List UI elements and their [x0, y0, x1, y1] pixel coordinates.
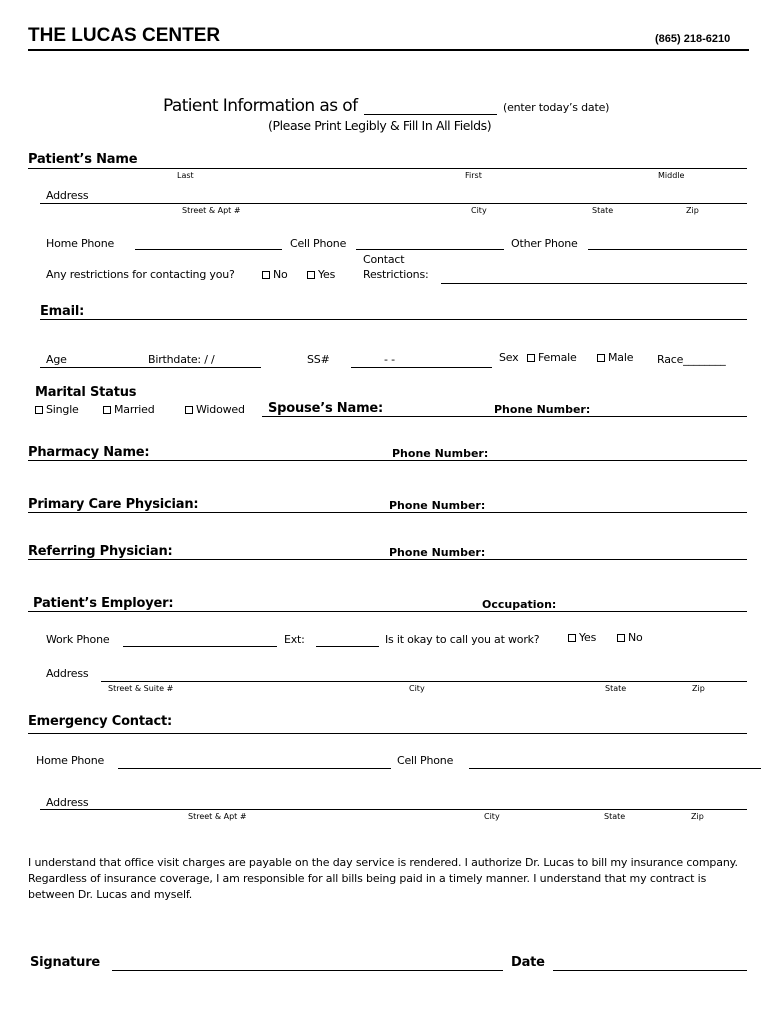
marital-single-option[interactable]: Single [35, 403, 79, 416]
signature-label: Signature [30, 955, 101, 970]
work-phone-label: Work Phone [46, 633, 110, 646]
street-caption: Street & Apt # [188, 812, 247, 821]
restrictions-no-option[interactable]: No [262, 268, 288, 281]
restrictions-label: Restrictions: [363, 268, 429, 281]
age-line[interactable] [40, 367, 261, 368]
referring-line[interactable] [28, 559, 747, 560]
city-caption: City [409, 684, 425, 693]
work-call-question: Is it okay to call you at work? [385, 633, 540, 646]
other-phone-label: Other Phone [511, 237, 578, 250]
cell-phone-line[interactable] [356, 249, 504, 250]
pcp-line[interactable] [28, 512, 747, 513]
pharmacy-name-label: Pharmacy Name: [28, 445, 150, 460]
agreement-text: I understand that office visit charges are payable on the day service is rendered. I authorize Dr. Lucas to bill my insurance company. Regardless of insurance coverage, I am responsible for all bills being paid in a timely manner. I understand that my contract is between Dr. Lucas and myself. [28, 856, 738, 901]
restrictions-yes-option[interactable]: Yes [307, 268, 335, 281]
restrictions-question: Any restrictions for contacting you? [46, 268, 235, 281]
employer-label: Patient’s Employer: [33, 596, 174, 611]
zip-caption: Zip [686, 206, 699, 215]
employer-address-label: Address [46, 667, 89, 680]
employer-address-line[interactable] [101, 681, 747, 682]
spouse-phone-label: Phone Number: [494, 403, 591, 416]
referring-physician-label: Referring Physician: [28, 544, 173, 559]
ext-label: Ext: [284, 633, 305, 646]
org-name: THE LUCAS CENTER [28, 25, 221, 46]
form-instructions: (Please Print Legibly & Fill In All Fields) [268, 118, 492, 133]
sex-female-option[interactable]: Female [527, 351, 577, 364]
work-call-yes-option[interactable]: Yes [568, 631, 596, 644]
emergency-address-line[interactable] [40, 809, 747, 810]
state-caption: State [592, 206, 614, 215]
checkbox-icon[interactable] [185, 406, 193, 414]
emergency-contact-label: Emergency Contact: [28, 714, 172, 729]
emergency-home-label: Home Phone [36, 754, 105, 767]
other-phone-line[interactable] [588, 249, 747, 250]
form-title: Patient Information as of [163, 96, 358, 116]
occupation-label: Occupation: [482, 598, 557, 611]
work-call-no-option[interactable]: No [617, 631, 643, 644]
contact-label: Contact [363, 253, 405, 266]
emergency-cell-line[interactable] [469, 768, 761, 769]
address-label: Address [46, 189, 89, 202]
marital-married-option[interactable]: Married [103, 403, 155, 416]
pcp-label: Primary Care Physician: [28, 497, 199, 512]
middle-name-caption: Middle [658, 171, 685, 180]
zip-caption: Zip [691, 812, 704, 821]
emergency-line[interactable] [28, 733, 747, 734]
email-line[interactable] [40, 319, 747, 320]
checkbox-icon[interactable] [597, 354, 605, 362]
employer-line[interactable] [28, 611, 747, 612]
org-phone: (865) 218-6210 [655, 33, 731, 45]
checkbox-icon[interactable] [568, 634, 576, 642]
street-caption: Street & Apt # [182, 206, 241, 215]
date-label: Date [511, 955, 545, 970]
first-name-caption: First [465, 171, 482, 180]
marital-widowed-option[interactable]: Widowed [185, 403, 245, 416]
date-line[interactable] [364, 114, 497, 115]
checkbox-icon[interactable] [35, 406, 43, 414]
street-caption: Street & Suite # [108, 684, 174, 693]
last-name-caption: Last [177, 171, 194, 180]
sex-label: Sex [499, 351, 519, 364]
checkbox-icon[interactable] [262, 271, 270, 279]
ss-label: SS# [307, 353, 330, 366]
checkbox-icon[interactable] [617, 634, 625, 642]
ss-line[interactable] [351, 367, 492, 368]
state-caption: State [605, 684, 627, 693]
signature-date-line[interactable] [553, 970, 747, 971]
patient-name-line[interactable] [28, 168, 747, 169]
pharmacy-line[interactable] [28, 460, 747, 461]
home-phone-label: Home Phone [46, 237, 115, 250]
race-field[interactable]: Race________ [657, 353, 726, 366]
checkbox-icon[interactable] [103, 406, 111, 414]
sex-male-option[interactable]: Male [597, 351, 633, 364]
cell-phone-label: Cell Phone [290, 237, 347, 250]
ss-dashes: - - [384, 353, 395, 366]
date-note: (enter today’s date) [503, 101, 610, 114]
emergency-address-label: Address [46, 796, 89, 809]
emergency-cell-label: Cell Phone [397, 754, 454, 767]
birthdate-label: Birthdate: / / [148, 353, 215, 366]
pharmacy-phone-label: Phone Number: [392, 447, 489, 460]
email-label: Email: [40, 304, 85, 319]
emergency-home-line[interactable] [118, 768, 391, 769]
marital-status-label: Marital Status [35, 385, 137, 400]
spouse-line[interactable] [262, 416, 747, 417]
city-caption: City [484, 812, 500, 821]
checkbox-icon[interactable] [307, 271, 315, 279]
work-phone-line[interactable] [123, 646, 277, 647]
spouse-name-label: Spouse’s Name: [268, 401, 384, 416]
restrictions-line[interactable] [441, 283, 747, 284]
referring-phone-label: Phone Number: [389, 546, 486, 559]
checkbox-icon[interactable] [527, 354, 535, 362]
header-rule [28, 49, 749, 51]
zip-caption: Zip [692, 684, 705, 693]
signature-line[interactable] [112, 970, 503, 971]
city-caption: City [471, 206, 487, 215]
ext-line[interactable] [316, 646, 379, 647]
patient-name-label: Patient’s Name [28, 152, 138, 167]
pcp-phone-label: Phone Number: [389, 499, 486, 512]
home-phone-line[interactable] [135, 249, 282, 250]
age-label: Age [46, 353, 67, 366]
address-line[interactable] [40, 203, 747, 204]
state-caption: State [604, 812, 626, 821]
